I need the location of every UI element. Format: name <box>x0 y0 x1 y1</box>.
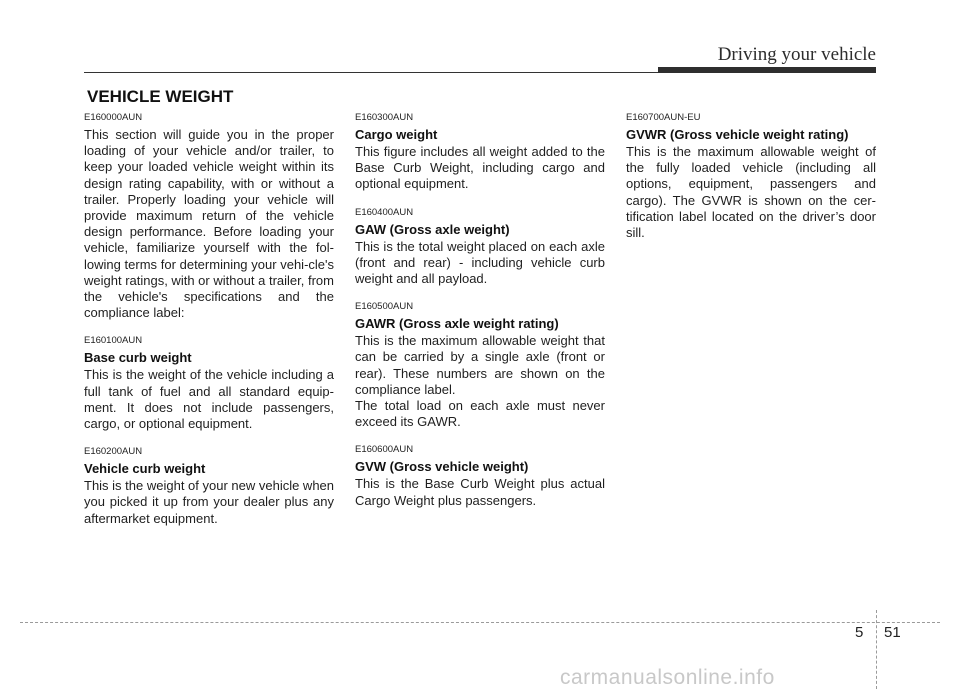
entry-heading: GVW (Gross vehicle weight) <box>355 459 529 475</box>
entry-code: E160300AUN <box>355 112 414 123</box>
section-title: VEHICLE WEIGHT <box>87 87 234 106</box>
spec-entry <box>84 446 334 527</box>
entry-code: E160100AUN <box>84 335 143 347</box>
column-3 <box>626 112 876 255</box>
entry-heading: Base curb weight <box>84 350 192 366</box>
entry-heading: GVWR (Gross vehicle weight rating) <box>626 127 849 142</box>
watermark-text: carmanualsonline.info <box>560 666 775 689</box>
chapter-number: 5 <box>855 624 864 641</box>
entry-code: E160700AUN-EU <box>626 112 701 123</box>
page-number: 51 <box>884 624 901 641</box>
entry-body: This is the total weight placed on each axle (front and rear) - including vehicle curb weight and all payload. <box>355 238 605 287</box>
entry-heading: Vehicle curb weight <box>84 461 206 477</box>
entry-body: This figure includes all weight added to the Base Curb Weight, including cargo and optional equipment. <box>355 144 605 192</box>
entry-code: E160200AUN <box>84 446 143 458</box>
header-accent-bar <box>658 67 876 73</box>
entry-heading: GAW (Gross axle weight) <box>355 221 510 237</box>
spec-entry <box>84 112 334 321</box>
entry-code: E160600AUN <box>355 444 414 456</box>
entry-heading: Cargo weight <box>355 127 438 142</box>
spec-entry <box>355 112 605 193</box>
entry-body: This is the weight of the vehicle including a full tank of fuel and all standard equip-ment. It does not include passengers, cargo, or optional equipment. <box>84 367 334 432</box>
header-rule <box>84 72 664 73</box>
running-header-title: Driving your vehicle <box>717 44 876 65</box>
entry-code: E160000AUN <box>84 112 143 123</box>
entry-body: This is the maximum allowable weight that can be carried by a single axle (front or rear). These numbers are shown on the compliance label. The total load on each axle must never exceed its GAWR. <box>355 333 605 430</box>
entry-code: E160500AUN <box>355 301 414 313</box>
entry-heading: GAWR (Gross axle weight rating) <box>355 316 559 332</box>
entry-body: This is the maximum allowable weight of the fully loaded vehicle (including all options, equipment, passengers and cargo). The GVWR is shown on the cer-tification label located on the driver’s door sill. <box>626 144 876 241</box>
column-1 <box>84 112 334 541</box>
footer-divider <box>876 610 877 689</box>
spec-entry <box>84 335 334 432</box>
spec-entry <box>626 112 876 241</box>
entry-body: This is the Base Curb Weight plus actual Cargo Weight plus passengers. <box>355 476 605 508</box>
entry-body: This section will guide you in the proper loading of your vehicle and/or trailer, to keep your loaded vehicle weight within its design rating capability, with or without a trailer. Properly loading your vehicle will provide maximum return of the vehicle design performance. Before loading your vehicle, familiarize yourself with the fol-lowing terms for determining your vehi-cle's weight ratings, with or without a trailer, from the vehicle's specifications and the compliance label: <box>84 127 334 321</box>
entry-code: E160400AUN <box>355 206 414 218</box>
spec-entry <box>355 301 605 430</box>
footer-rule <box>20 622 940 623</box>
entry-body: This is the weight of your new vehicle when you picked it up from your dealer plus any aftermarket equipment. <box>84 478 335 526</box>
spec-entry <box>355 207 605 288</box>
spec-entry <box>355 444 605 508</box>
column-2 <box>355 112 605 523</box>
